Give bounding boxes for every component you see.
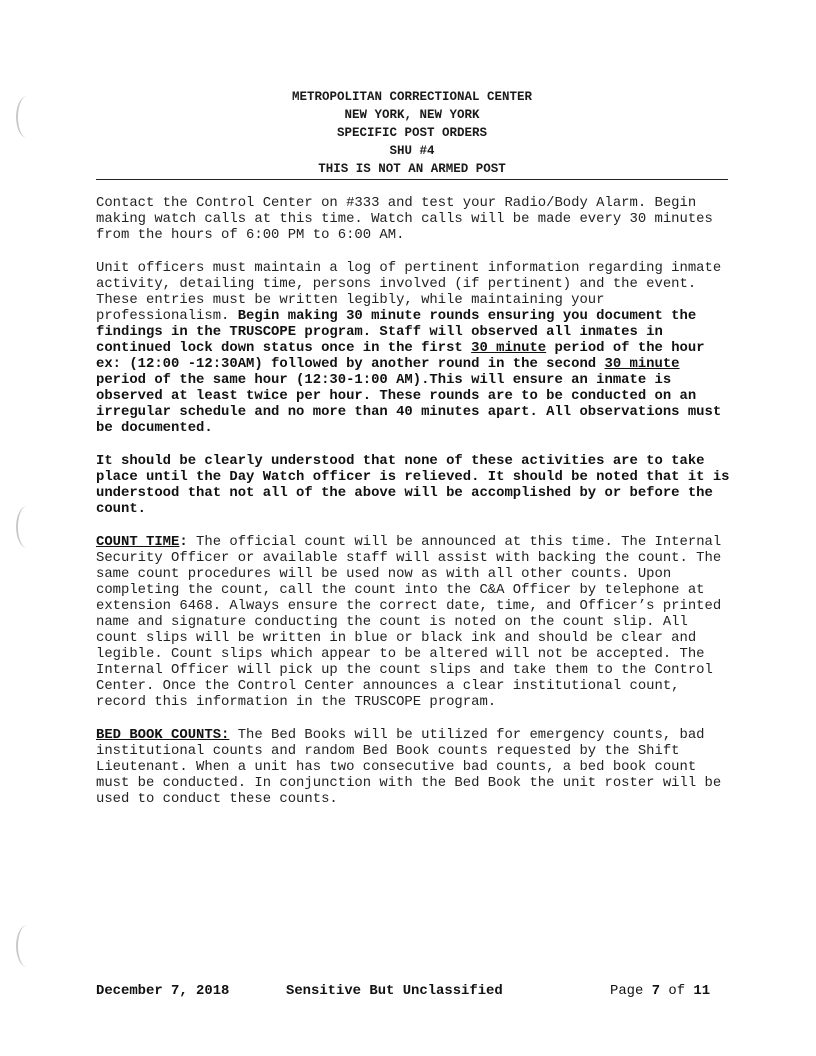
document-header (96, 88, 728, 178)
footer-date: December 7, 2018 (96, 983, 230, 999)
document-body (96, 195, 736, 824)
rounds-interval-1: 30 minute (471, 340, 547, 356)
paragraph-unit-log (96, 260, 736, 436)
paragraph-day-watch-note: It should be clearly understood that none of these activities are to take place until the Day Watch officer is relieved. It should be noted that it is understood that not all of the above will be accomplished by or before the count. (96, 453, 730, 517)
header-divider (96, 179, 728, 180)
footer-classification: Sensitive But Unclassified (286, 983, 503, 999)
header-armed-status: THIS IS NOT AN ARMED POST (318, 162, 506, 176)
header-location: NEW YORK, NEW YORK (344, 108, 480, 122)
page-current: 7 (651, 983, 661, 999)
footer-page-number (610, 983, 710, 999)
rounds-instruction-3: period of the same hour (12:30-1:00 AM).This will ensure an inmate is observed at least twice per hour. These rounds are to be conducted on an irregular schedule and no more than 40 minutes apart. All observations must be documented. (96, 372, 722, 436)
header-post: SHU #4 (389, 144, 435, 158)
count-time-text: The official count will be announced at this time. The Internal Security Officer or available staff will assist with backing the count. The same count procedures will be used now as with all other counts. Upon completing the count, call the count into the C&A Officer by telephone at extension 6468. Always ensure the correct date, time, and Officer’s printed name and signature conducting the count is noted on the count slip. All count slips will be written in blue or black ink and should be clear and legible. Count slips which appear to be altered will not be accepted. The Internal Officer will pick up the count slips and take them to the Control Center. Once the Control Center announces a clear institutional count, record this information in the TRUSCOPE program. (96, 534, 722, 710)
page-word: Page (610, 983, 644, 999)
punch-hole-mark (16, 96, 38, 138)
paragraph-bed-book-counts (96, 727, 736, 807)
page-total: 11 (693, 983, 711, 999)
paragraph-watch-calls: Contact the Control Center on #333 and test your Radio/Body Alarm. Begin making watch calls at this time. Watch calls will be made every 30 minutes from the hours of 6:00 PM to 6:00 AM. (96, 195, 713, 243)
rounds-instruction-1: Begin making 30 minute rounds ensuring you document the findings in the TRUSCOPE program. Staff will observed all inmates in continued lock down status once in the first (96, 308, 697, 356)
rounds-interval-2: 30 minute (604, 356, 680, 372)
paragraph-count-time (96, 534, 736, 710)
count-time-heading: COUNT TIME (96, 534, 180, 550)
punch-hole-mark (16, 506, 38, 548)
header-doc-type: SPECIFIC POST ORDERS (336, 126, 488, 140)
page-of-word: of (668, 983, 686, 999)
bed-book-text: The Bed Books will be utilized for emergency counts, bad institutional counts and random Bed Book counts requested by the Shift Lieutenant. When a unit has two consecutive bad counts, a bed book count must be conducted. In conjunction with the Bed Book the unit roster will be used to conduct these counts. (96, 727, 722, 807)
punch-hole-mark (16, 925, 38, 967)
log-intro-text: Unit officers must maintain a log of pertinent information regarding inmate activity, detailing time, persons involved (if pertinent) and the event. These entries must be written legibly, while maintaining your professionalism. (96, 260, 722, 324)
header-institution: METROPOLITAN CORRECTIONAL CENTER (291, 90, 533, 104)
count-time-colon: : (179, 534, 188, 550)
rounds-instruction-2: period of the hour ex: (12:00 -12:30AM) followed by another round in the second (96, 340, 705, 372)
bed-book-heading: BED BOOK COUNTS: (96, 727, 230, 743)
